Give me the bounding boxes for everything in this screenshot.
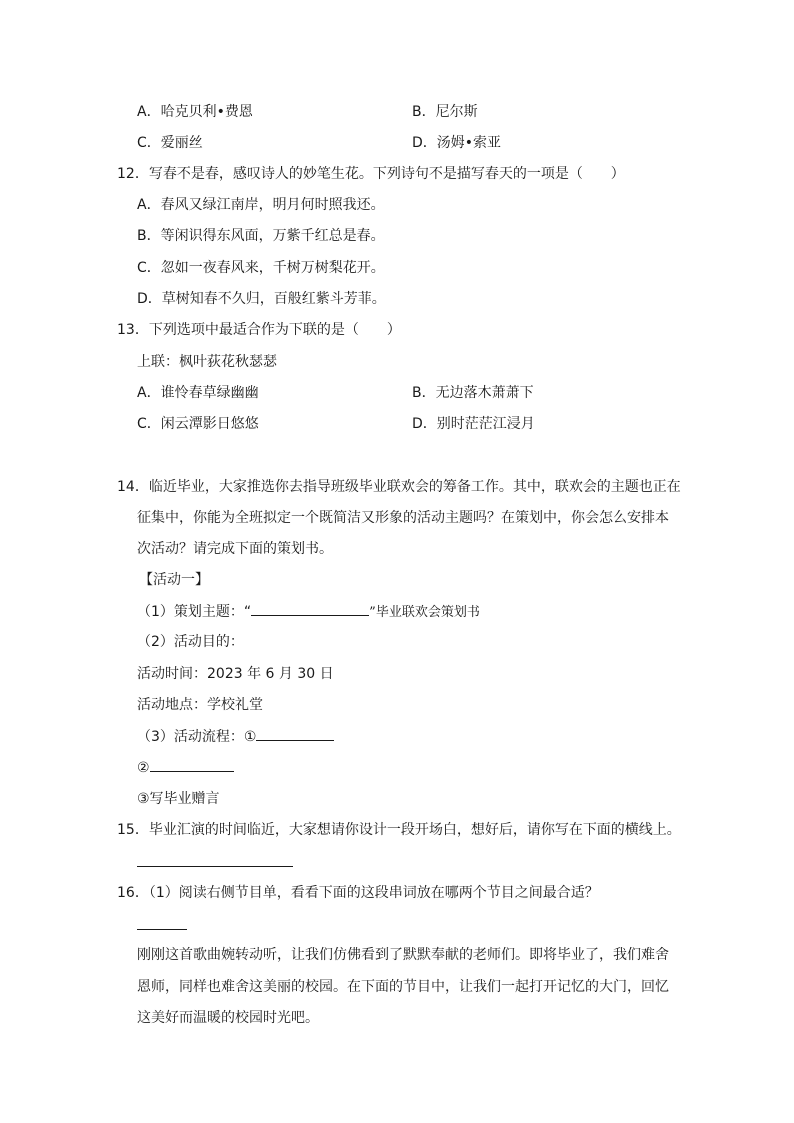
q14-flow-3: ③写毕业赠言 [137,791,220,807]
q14-flow-line1 [137,726,334,747]
q13-option-b: B．无边落木萧萧下 [412,385,534,401]
q14-flow-prefix: （3）活动流程：① [137,729,257,745]
q14-theme-blank[interactable] [251,601,369,616]
q12-option-b: B．等闲识得东风面，万紫千红总是春。 [137,228,385,244]
q13-option-c: C．闲云潭影日悠悠 [137,416,259,432]
q13-option-d: D．别时茫茫江浸月 [412,416,535,432]
q11-option-b: B．尼尔斯 [412,104,478,120]
q14-time: 活动时间：2023 年 6 月 30 日 [137,666,334,682]
q12-option-a: A．春风又绿江南岸，明月何时照我还。 [137,197,385,213]
q14-purpose: （2）活动目的： [137,634,244,650]
q14-stem-line1: 14．临近毕业，大家推选你去指导班级毕业联欢会的筹备工作。其中，联欢会的主题也正在 [117,479,681,495]
q16-paragraph-line3: 这美好而温暖的校园时光吧。 [137,1010,319,1026]
q12-option-c: C．忽如一夜春风来，千树万树梨花开。 [137,260,385,276]
q15-stem: 15．毕业汇演的时间临近，大家想请你设计一段开场白，想好后，请你写在下面的横线上。 [117,822,681,838]
q14-flow-blank-1[interactable] [256,726,334,741]
q16-paragraph-line1: 刚刚这首歌曲婉转动听，让我们仿佛看到了默默奉献的老师们。即将毕业了，我们难舍 [137,947,669,963]
q14-flow-2: ② [137,760,150,776]
q15-answer-line[interactable] [137,866,293,867]
q11-option-a: A．哈克贝利•费恩 [137,104,253,120]
q14-place: 活动地点：学校礼堂 [137,697,263,713]
q12-stem: 12．写春不是春，感叹诗人的妙笔生花。下列诗句不是描写春天的一项是（ ） [117,166,625,182]
q14-theme-suffix: ”毕业联欢会策划书 [369,605,480,620]
q16-answer-line[interactable] [137,929,187,930]
q14-theme-prefix: （1）策划主题：“ [137,604,252,620]
q13-upper-couplet: 上联：枫叶荻花秋瑟瑟 [137,354,277,370]
q11-option-c: C．爱丽丝 [137,135,203,151]
q13-option-a: A．谁怜春草绿幽幽 [137,385,259,401]
q16-paragraph-line2: 恩师，同样也难舍这美丽的校园。在下面的节目中，让我们一起打开记忆的大门，回忆 [137,979,669,995]
q16-stem: 16．（1）阅读右侧节目单，看看下面的这段串词放在哪两个节目之间最合适？ [117,885,599,901]
q11-option-d: D．汤姆•索亚 [412,135,502,151]
q14-theme-line [137,601,480,623]
q13-stem: 13．下列选项中最适合作为下联的是（ ） [117,322,401,338]
q12-option-d: D．草树知春不久归，百般红紫斗芳菲。 [137,291,386,307]
q14-flow-line2 [137,757,234,778]
q14-flow-blank-2[interactable] [150,757,234,772]
q14-activity-header: 【活动一】 [139,572,209,588]
q14-stem-line3: 次活动？请完成下面的策划书。 [137,541,333,557]
q14-stem-line2: 征集中，你能为全班拟定一个既简洁又形象的活动主题吗？在策划中，你会怎么安排本 [137,510,669,526]
